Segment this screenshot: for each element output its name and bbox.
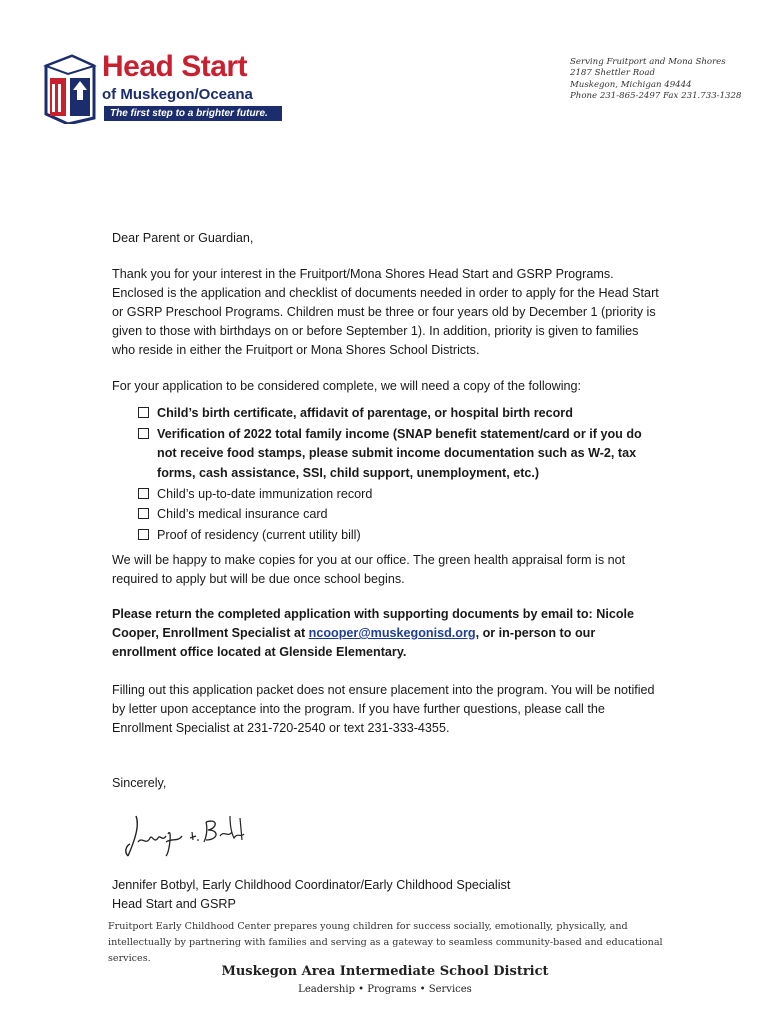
checkbox[interactable] bbox=[138, 488, 149, 499]
logo-tagline: The first step to a brighter future. bbox=[104, 106, 282, 121]
head-start-block-icon bbox=[42, 52, 98, 124]
checklist-item-label: Child’s medical insurance card bbox=[157, 507, 328, 522]
return-text-1: Please return the completed application with supporting documents by email to: Nicole Cooper, Enrollment Specialist at bbox=[112, 607, 635, 640]
address-line: 2187 Shettler Road bbox=[570, 68, 655, 79]
checklist-item bbox=[138, 526, 658, 546]
closing: Sincerely, bbox=[112, 776, 167, 790]
district-motto: Leadership • Programs • Services bbox=[298, 984, 472, 995]
signer-title: Jennifer Botbyl, Early Childhood Coordinator/Early Childhood Specialist bbox=[112, 878, 511, 892]
address-line: Phone 231-865-2497 Fax 231.733-1328 bbox=[570, 90, 742, 101]
logo-subtitle: of Muskegon/Oceana bbox=[102, 86, 253, 103]
checkbox[interactable] bbox=[138, 428, 149, 439]
enrollment-email-link[interactable]: ncooper@muskegonisd.org bbox=[308, 626, 476, 640]
checklist-item-label: Child’s up-to-date immunization record bbox=[157, 486, 373, 501]
logo-title: Head Start bbox=[102, 50, 248, 83]
checkbox[interactable] bbox=[138, 407, 149, 418]
checkbox[interactable] bbox=[138, 529, 149, 540]
intro-paragraph: Thank you for your interest in the Fruitport/Mona Shores Head Start and GSRP Programs. Enclosed is the application and checklist of documents needed in order to apply for the Head Start or GSRP Preschool Programs. Children must be three or four years old by December 1 (priority is given to those with birthdays on or before September 1). In addition, priority is given to families who reside in either the Fruitport or Mona Shores School Districts. bbox=[112, 267, 659, 357]
address-block bbox=[570, 57, 760, 102]
checklist-item bbox=[138, 485, 658, 505]
checklist-intro: For your application to be considered complete, we will need a copy of the following: bbox=[112, 379, 582, 393]
checklist-item bbox=[138, 404, 658, 424]
checklist-item bbox=[138, 425, 658, 484]
checklist-item-label: Verification of 2022 total family income (SNAP benefit statement/card or if you do not receive food stamps, please submit income documentation such as W-2, tax forms, cash assistance, SSI, child support, unemployment, etc.) bbox=[157, 426, 642, 480]
checklist-item-label: Child’s birth certificate, affidavit of parentage, or hospital birth record bbox=[157, 406, 573, 420]
placement-paragraph: Filling out this application packet does not ensure placement into the program. You will be notified by letter upon acceptance into the program. If you have further questions, please call the Enrollment Specialist at 231-720-2540 or text 231-333-4355. bbox=[112, 683, 655, 735]
district-name: Muskegon Area Intermediate School District bbox=[221, 964, 549, 979]
mission-statement: Fruitport Early Childhood Center prepares young children for success socially, emotionally, physically, and intellectually by partnering with families and serving as a gateway to seamless community-based and educational services. bbox=[108, 921, 663, 964]
checklist-item bbox=[138, 505, 658, 525]
return-text-2: , or in-person to our enrollment office located at Glenside Elementary. bbox=[112, 626, 596, 659]
checkbox[interactable] bbox=[138, 508, 149, 519]
handwritten-signature bbox=[122, 812, 252, 862]
address-line: Muskegon, Michigan 49444 bbox=[570, 79, 692, 90]
address-line: Serving Fruitport and Mona Shores bbox=[570, 57, 726, 67]
return-instructions bbox=[112, 605, 657, 662]
document-checklist bbox=[138, 404, 658, 547]
checklist-item-label: Proof of residency (current utility bill) bbox=[157, 528, 361, 543]
salutation: Dear Parent or Guardian, bbox=[112, 231, 254, 245]
signer-program: Head Start and GSRP bbox=[112, 897, 236, 911]
copies-paragraph: We will be happy to make copies for you at our office. The green health appraisal form is not required to apply but will be due once school begins. bbox=[112, 553, 626, 586]
head-start-logo bbox=[42, 50, 287, 125]
